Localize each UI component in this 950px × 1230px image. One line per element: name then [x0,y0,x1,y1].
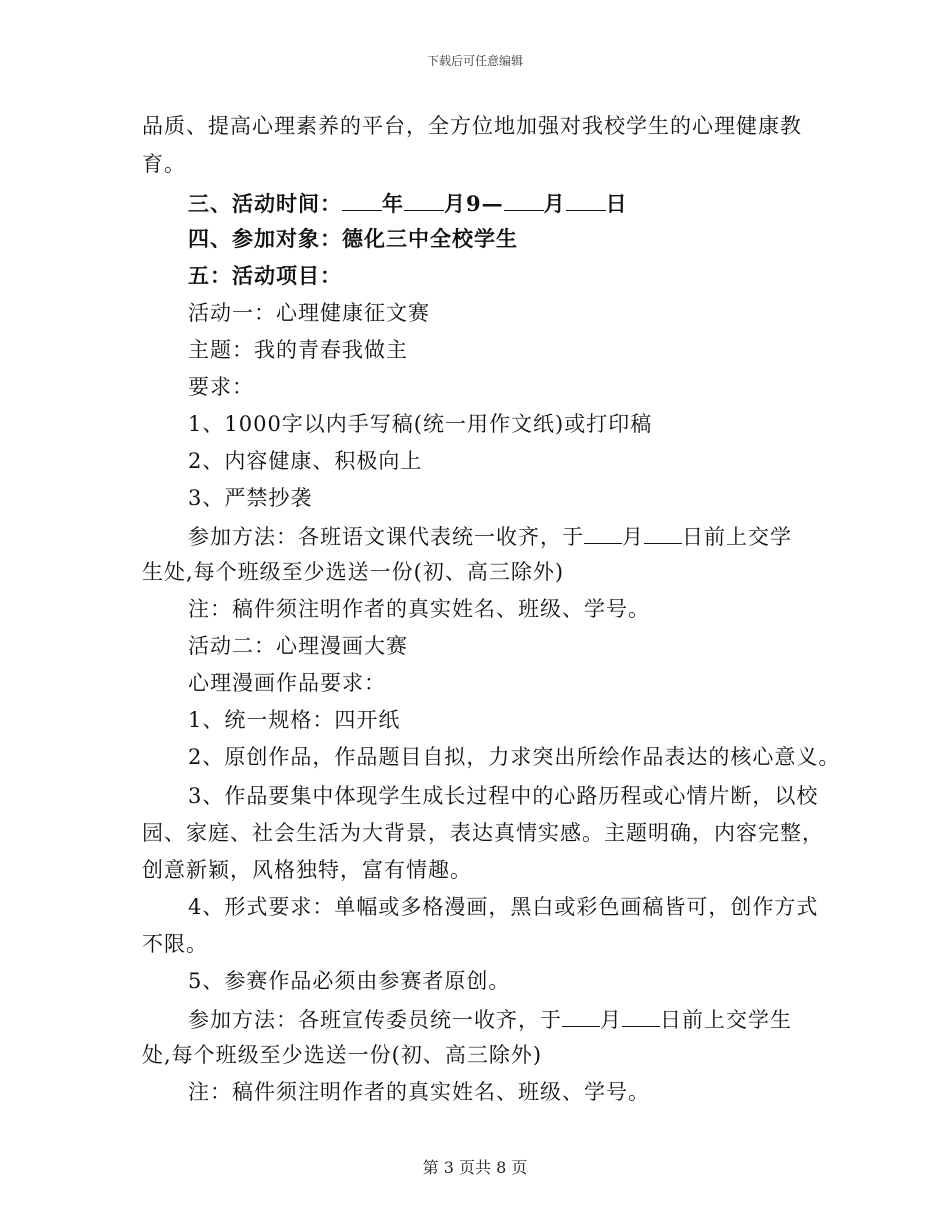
comic-requirement-item: 2、原创作品，作品题目自拟，力求突出所绘作品表达的核心意义。 [188,745,841,769]
comic-requirement-item: 1、统一规格：四开纸 [188,708,401,732]
requirement-item: 1、1000字以内手写稿(统一用作文纸)或打印稿 [188,412,653,436]
note-line: 注：稿件须注明作者的真实姓名、班级、学号。 [188,597,650,621]
method-text: 日前上交学生 [660,1008,792,1032]
blank-field [622,1004,660,1027]
time-label: 三、活动时间： [188,191,342,216]
time-month-end: 月 [543,191,566,216]
comic-requirement-cont: 园、家庭、社会生活为大背景，表达真情实感。主题明确，内容完整， [142,821,824,845]
blank-field [644,521,682,544]
activity-two-title: 活动二：心理漫画大赛 [188,634,408,658]
comic-requirement-cont: 创意新颖，风格独特，富有情趣。 [142,858,472,882]
target-heading: 四、参加对象：德化三中全校学生 [188,226,518,251]
method-month: 月 [622,525,644,549]
method-line-cont: 处,每个班级至少选送一份(初、高三除外) [142,1043,543,1067]
blank-field [504,188,544,211]
comic-requirement-item: 4、形式要求：单幅或多格漫画，黑白或彩色画稿皆可，创作方式 [188,895,819,919]
blank-field [562,1004,600,1027]
comic-requirement-cont: 不限。 [142,932,208,956]
time-year: 年 [382,191,404,216]
requirement-item: 3、严禁抄袭 [188,486,313,510]
paragraph-line: 品质、提高心理素养的平台，全方位地加强对我校学生的心理健康教 [142,114,802,138]
activity-one-title: 活动一：心理健康征文赛 [188,301,430,325]
blank-field [566,188,606,211]
method-line [188,521,792,551]
method-month: 月 [600,1008,622,1032]
theme-line: 主题：我的青春我做主 [188,338,408,362]
blank-field [342,188,382,211]
method-text: 日前上交学 [682,525,792,549]
comic-requirement-item: 3、作品要集中体现学生成长过程中的心路历程或心情片断，以校 [188,784,819,808]
paragraph-line: 育。 [142,152,186,176]
time-month-start: 月9— [444,191,504,216]
method-line-cont: 生处,每个班级至少选送一份(初、高三除外) [142,560,565,584]
blank-field [584,521,622,544]
requirement-item: 2、内容健康、积极向上 [188,449,423,473]
note-line: 注：稿件须注明作者的真实姓名、班级、学号。 [188,1080,650,1104]
method-text: 参加方法：各班宣传委员统一收齐，于 [188,1008,562,1032]
blank-field [404,188,444,211]
page-header: 下载后可任意编辑 [426,54,523,68]
comic-requirements-label: 心理漫画作品要求： [188,671,386,695]
method-line [188,1004,792,1034]
time-day: 日 [605,191,628,216]
projects-heading: 五：活动项目： [188,263,342,288]
comic-requirement-item: 5、参赛作品必须由参赛者原创。 [188,969,511,993]
activity-time-line [188,188,628,218]
page-footer: 第 3 页共 8 页 [422,1158,528,1177]
requirements-label: 要求： [188,375,254,399]
method-text: 参加方法：各班语文课代表统一收齐，于 [188,525,584,549]
